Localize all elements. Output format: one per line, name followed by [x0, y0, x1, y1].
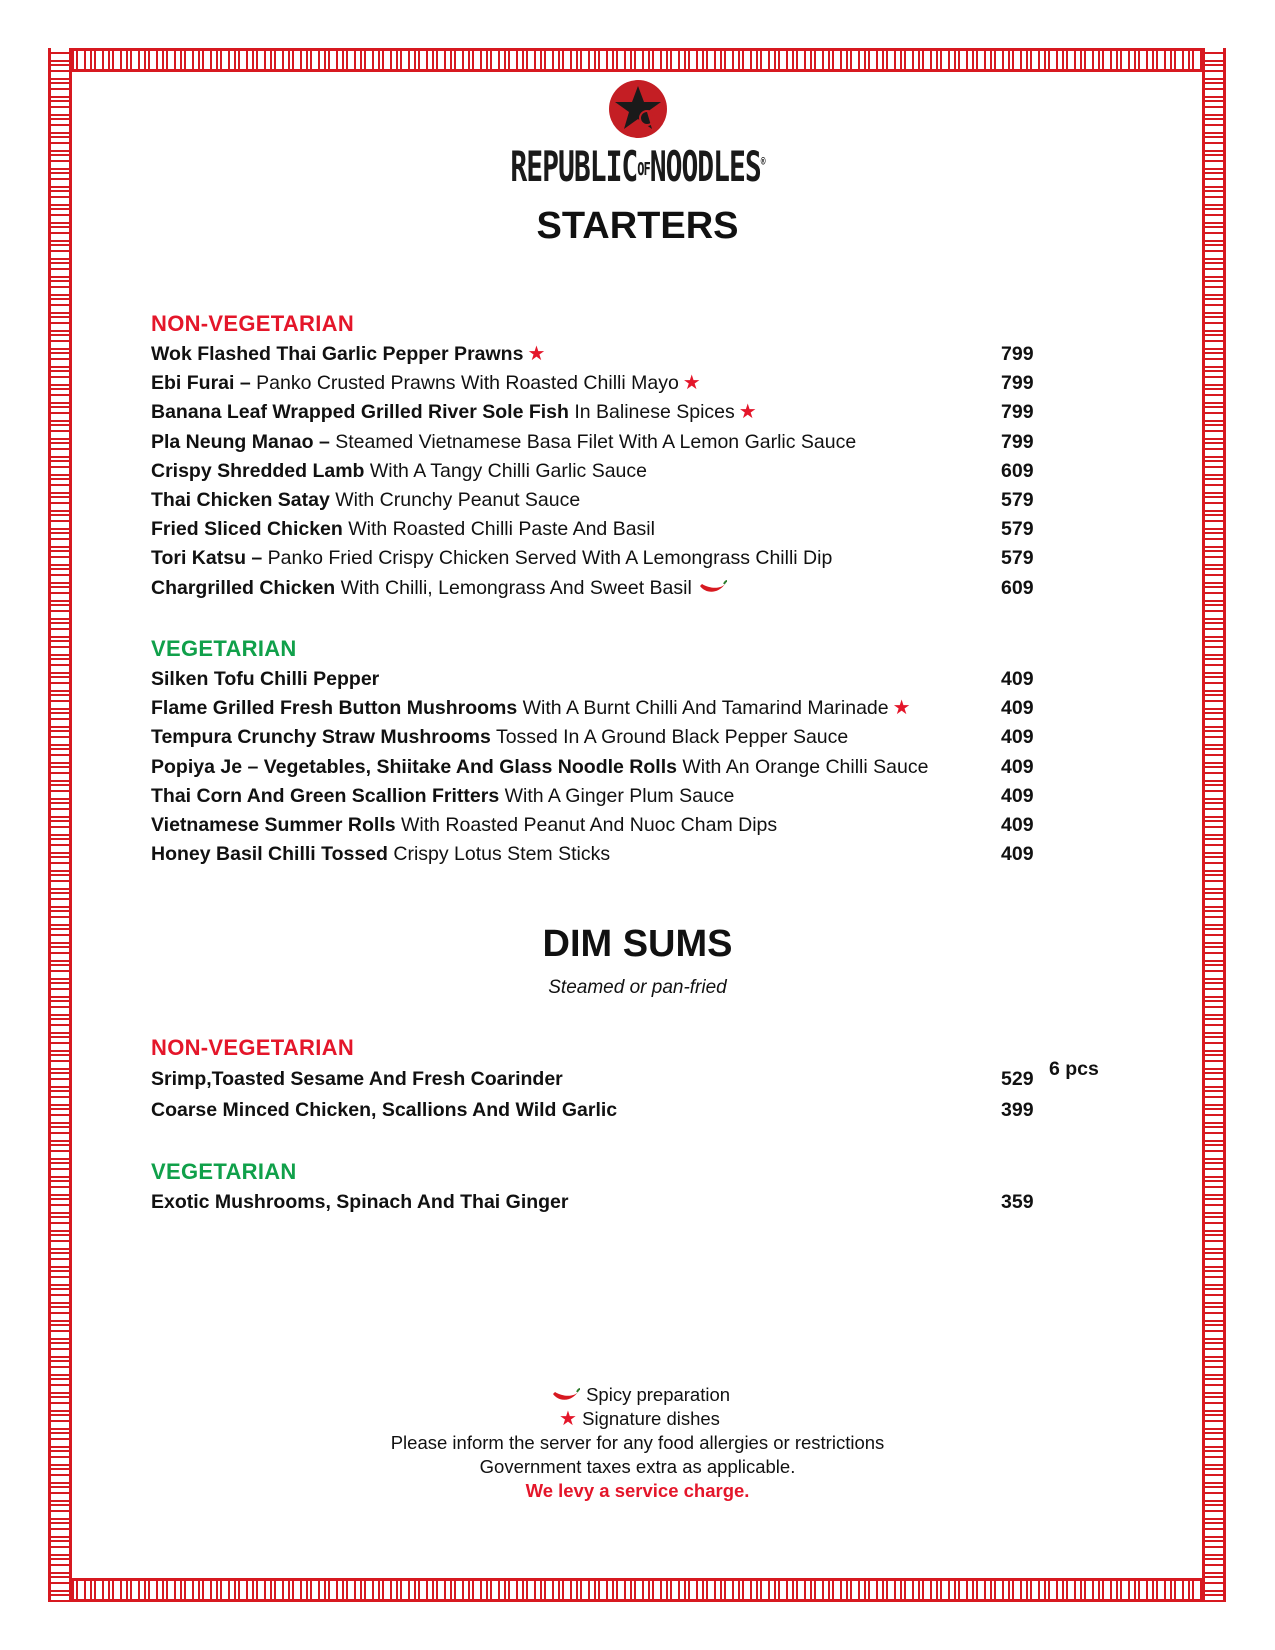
menu-item-name: Banana Leaf Wrapped Grilled River Sole Fish	[151, 401, 569, 424]
menu-item	[151, 457, 1091, 485]
menu-item	[151, 840, 1091, 868]
menu-item-name: Fried Sliced Chicken	[151, 518, 343, 541]
star-icon: ★	[527, 343, 546, 365]
menu-item	[151, 1188, 1091, 1216]
menu-item-name: Tempura Crunchy Straw Mushrooms	[151, 726, 491, 749]
menu-item-price: 579	[1001, 518, 1034, 541]
menu-item	[151, 694, 1091, 722]
menu-item-price: 409	[1001, 843, 1034, 866]
menu-item-price: 529	[1001, 1068, 1034, 1090]
chilli-icon	[551, 1388, 581, 1404]
dimsums-veg-heading: VEGETARIAN	[151, 1159, 297, 1184]
legend	[0, 1383, 1275, 1503]
dimsums-subtitle: Steamed or pan-fried	[548, 977, 727, 998]
menu-item	[151, 369, 1091, 397]
menu-item-desc: With Crunchy Peanut Sauce	[329, 489, 581, 511]
menu-item-name: Srimp,Toasted Sesame And Fresh Coarinder	[151, 1068, 563, 1090]
menu-item-price: 409	[1001, 755, 1034, 778]
menu-item-price: 399	[1001, 1099, 1034, 1121]
menu-item	[151, 723, 1091, 751]
menu-item	[151, 782, 1091, 810]
menu-item-price: 609	[1001, 459, 1034, 482]
chilli-icon	[698, 580, 728, 596]
menu-item-name: Chargrilled Chicken	[151, 576, 336, 599]
menu-item-name: Flame Grilled Fresh Button Mushrooms	[151, 697, 518, 720]
starters-nonveg-heading: NON-VEGETARIAN	[151, 311, 355, 336]
menu-item	[151, 665, 1091, 693]
menu-item-desc: With A Ginger Plum Sauce	[499, 784, 735, 807]
starters-veg-heading: VEGETARIAN	[151, 636, 297, 661]
star-icon: ★	[559, 1408, 577, 1430]
service-note: We levy a service charge.	[525, 1480, 750, 1501]
menu-item	[151, 1065, 1091, 1093]
menu-item-name: Pla Neung Manao –	[151, 430, 330, 453]
star-icon: ★	[892, 697, 911, 720]
menu-item-name: Ebi Furai –	[151, 372, 251, 395]
menu-item	[151, 486, 1091, 514]
menu-item-name: Honey Basil Chilli Tossed	[151, 843, 388, 866]
menu-item-name: Coarse Minced Chicken, Scallions And Wild Garlic	[151, 1099, 618, 1121]
menu-item-price: 579	[1001, 547, 1034, 570]
star-icon: ★	[682, 372, 701, 395]
menu-item-name: Thai Corn And Green Scallion Fritters	[151, 784, 500, 807]
menu-item-desc: With Roasted Chilli Paste And Basil	[342, 518, 655, 541]
menu-item-price: 799	[1001, 343, 1034, 365]
star-icon: ★	[738, 401, 757, 424]
menu-item-desc: Panko Fried Crispy Chicken Served With A Lemongrass Chilli Dip	[262, 547, 833, 570]
menu-item	[151, 753, 1091, 781]
menu-item-name: Tori Katsu –	[151, 547, 263, 570]
dimsums-pcs-label: 6 pcs	[1049, 1058, 1099, 1080]
menu-item-desc: With Roasted Peanut And Nuoc Cham Dips	[395, 814, 778, 836]
menu-item-desc: With An Orange Chilli Sauce	[676, 755, 929, 778]
menu-item-name: Popiya Je – Vegetables, Shiitake And Glass Noodle Rolls	[151, 755, 677, 778]
border-left	[48, 48, 72, 1602]
menu-item	[151, 340, 1091, 368]
border-right	[1202, 48, 1226, 1602]
menu-item-desc: Crispy Lotus Stem Sticks	[387, 843, 611, 866]
menu-item-name: Wok Flashed Thai Garlic Pepper Prawns	[151, 343, 524, 365]
menu-item	[151, 544, 1091, 572]
menu-item	[151, 811, 1091, 839]
menu-item-name: Vietnamese Summer Rolls	[151, 814, 396, 836]
allergy-note: Please inform the server for any food allergies or restrictions	[390, 1432, 885, 1453]
menu-item-desc: With Chilli, Lemongrass And Sweet Basil	[335, 576, 692, 599]
legend-signature: ★ Signature dishes	[559, 1408, 720, 1430]
menu-item	[151, 428, 1091, 456]
menu-item-price: 359	[1001, 1191, 1034, 1213]
menu-item	[151, 398, 1091, 426]
menu-item-price: 609	[1001, 576, 1034, 599]
border-top	[48, 48, 1226, 72]
legend-spicy: Spicy preparation	[0, 1383, 1275, 1407]
menu-item-price: 409	[1001, 668, 1034, 690]
menu-item-desc: With A Tangy Chilli Garlic Sauce	[364, 459, 647, 482]
menu-item-desc: Tossed In A Ground Black Pepper Sauce	[490, 726, 849, 749]
menu-item-price: 799	[1001, 430, 1034, 453]
menu-item-price: 799	[1001, 401, 1034, 424]
logo-star-icon	[607, 78, 669, 140]
menu-item-desc: With A Burnt Chilli And Tamarind Marinade	[517, 697, 889, 720]
menu-item-price: 409	[1001, 784, 1034, 807]
brand-name: REPUBLICOFNOODLES®	[510, 141, 765, 192]
menu-item	[151, 1096, 1091, 1124]
menu-item-name: Exotic Mushrooms, Spinach And Thai Ginger	[151, 1191, 569, 1213]
menu-item-price: 409	[1001, 814, 1034, 836]
menu-item-price: 409	[1001, 726, 1034, 749]
menu-item-price: 409	[1001, 697, 1034, 720]
dimsums-title: DIM SUMS	[542, 923, 733, 965]
brand-logo	[0, 78, 1275, 192]
menu-item	[151, 515, 1091, 543]
starters-title: STARTERS	[536, 205, 739, 247]
menu-item-price: 799	[1001, 372, 1034, 395]
border-bottom	[48, 1578, 1226, 1602]
menu-item-name: Crispy Shredded Lamb	[151, 459, 365, 482]
menu-item-desc: In Balinese Spices	[568, 401, 735, 424]
menu-item-name: Thai Chicken Satay	[151, 489, 330, 511]
menu-item-desc: Panko Crusted Prawns With Roasted Chilli Mayo	[250, 372, 679, 395]
menu-item-price: 579	[1001, 489, 1034, 511]
menu-item	[151, 574, 1091, 602]
dimsums-nonveg-heading: NON-VEGETARIAN	[151, 1035, 355, 1060]
menu-item-desc: Steamed Vietnamese Basa Filet With A Lemon Garlic Sauce	[329, 430, 857, 453]
menu-item-name: Silken Tofu Chilli Pepper	[151, 668, 380, 690]
tax-note: Government taxes extra as applicable.	[479, 1456, 796, 1477]
